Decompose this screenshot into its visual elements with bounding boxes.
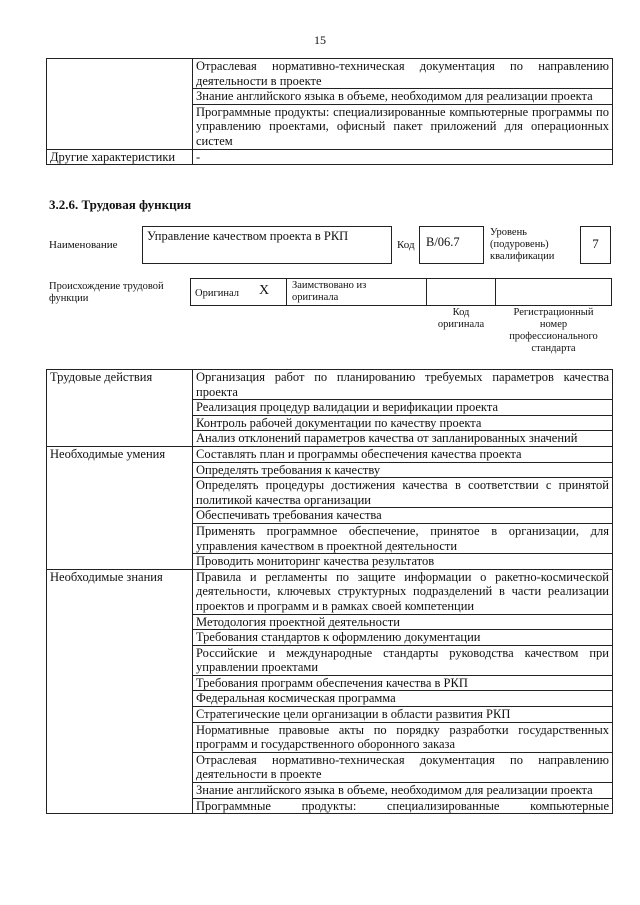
code-value: B/06.7 — [419, 226, 484, 264]
table-cell: Анализ отклонений параметров качества от запланированных значений — [193, 431, 613, 447]
registration-number-cell — [495, 278, 612, 306]
table-cell: Обеспечивать требования качества — [193, 508, 613, 524]
table-row — [47, 446, 613, 462]
table-cell: Отраслевая нормативно-техническая документация по направлению деятельности в проекте — [193, 752, 613, 782]
original-mark: X — [259, 283, 270, 298]
table-cell: Реализация процедур валидации и верификации проекта — [193, 400, 613, 416]
empty-label-cell — [47, 59, 193, 150]
original-label: Оригинал — [195, 288, 239, 299]
table-cell: Контроль рабочей документации по качеству проекта — [193, 415, 613, 431]
code-original-label-2: оригинала — [437, 319, 485, 330]
table-cell: Правила и регламенты по защите информации о ракетно-космической деятельности, ключевых структурных подразделений в части реализации проектов и программ и в рамках своей компетенции — [193, 569, 613, 614]
original-cell — [190, 278, 287, 306]
table-row — [47, 59, 613, 89]
table-row — [47, 569, 613, 614]
reg-label-1: Регистрационный — [513, 307, 594, 318]
table-cell: Федеральная космическая программа — [193, 691, 613, 707]
table-cell: Определять требования к качеству — [193, 462, 613, 478]
name-value: Управление качеством проекта в РКП — [142, 226, 392, 264]
level-label-2: (подуровень) — [490, 239, 549, 250]
table-cell: Проводить мониторинг качества результатов — [193, 554, 613, 570]
labor-function-table — [46, 369, 613, 814]
origin-label-2: функции — [49, 293, 89, 304]
table-cell: Программные продукты: специализированные компьютерные — [193, 798, 613, 814]
table-row — [47, 149, 613, 165]
table-cell: Знание английского языка в объеме, необходимом для реализации проекта — [193, 783, 613, 799]
continued-table — [46, 58, 613, 165]
table-cell: Составлять план и программы обеспечения качества проекта — [193, 446, 613, 462]
table-cell: Применять программное обеспечение, принятое в организации, для управления качеством в проектной деятельности — [193, 523, 613, 553]
table-cell: Отраслевая нормативно-техническая документация по направлению деятельности в проекте — [193, 59, 613, 89]
borrowed-label-1: Заимствовано из — [292, 280, 367, 291]
code-label: Код — [397, 239, 415, 251]
other-characteristics-label: Другие характеристики — [47, 149, 193, 165]
borrowed-cell — [286, 278, 427, 306]
table-cell: Стратегические цели организации в области развития РКП — [193, 707, 613, 723]
reg-label-4: стандарта — [531, 343, 576, 354]
origin-label-1: Происхождение трудовой — [49, 281, 164, 292]
page-number: 15 — [314, 33, 326, 47]
table-cell: Российские и международные стандарты руководства качеством при управлении проектами — [193, 645, 613, 675]
table-cell: Требования стандартов к оформлению документации — [193, 630, 613, 646]
level-value: 7 — [580, 226, 611, 264]
labor-actions-label: Трудовые действия — [47, 370, 193, 447]
level-label-1: Уровень — [490, 227, 527, 238]
level-label-3: квалификации — [490, 251, 555, 262]
table-cell: Методология проектной деятельности — [193, 614, 613, 630]
table-row — [47, 370, 613, 400]
original-code-cell — [426, 278, 496, 306]
table-cell: Знание английского языка в объеме, необходимом для реализации проекта — [193, 89, 613, 105]
knowledge-label: Необходимые знания — [47, 569, 193, 814]
table-cell: Нормативные правовые акты по порядку разработки государственных программ и государственного оборонного заказа — [193, 722, 613, 752]
borrowed-label-2: оригинала — [292, 292, 339, 303]
table-cell: Организация работ по планированию требуемых параметров качества проекта — [193, 370, 613, 400]
reg-label-3: профессионального — [509, 331, 598, 342]
code-original-label-1: Код — [452, 307, 470, 318]
skills-label: Необходимые умения — [47, 446, 193, 569]
table-cell: Определять процедуры достижения качества в соответствии с принятой политикой качества организации — [193, 478, 613, 508]
other-characteristics-value: - — [193, 149, 613, 165]
section-title: 3.2.6. Трудовая функция — [49, 197, 192, 212]
table-cell: Программные продукты: специализированные компьютерные программы по управлению проектами, офисный пакет приложений для операционных систем — [193, 104, 613, 149]
table-cell: Требования программ обеспечения качества в РКП — [193, 675, 613, 691]
reg-label-2: номер — [539, 319, 568, 330]
name-label: Наименование — [49, 239, 118, 251]
